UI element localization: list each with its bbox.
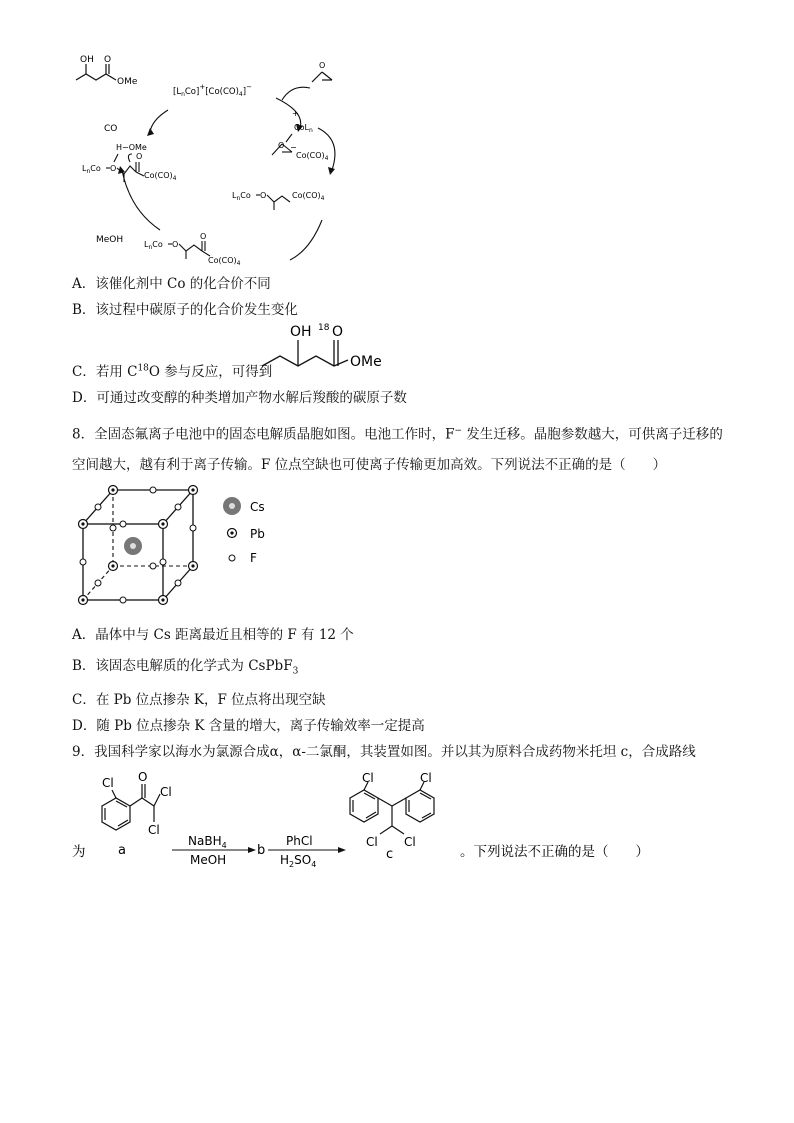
- catalytic-cycle-diagram: [60, 50, 360, 265]
- svg-text:OH: OH: [290, 324, 312, 340]
- svg-text:−: −: [290, 143, 297, 152]
- svg-text:Cl: Cl: [102, 776, 114, 790]
- svg-text:Cl: Cl: [362, 771, 374, 785]
- label-a: a: [118, 843, 126, 858]
- co-label: CO: [104, 124, 118, 134]
- svg-text:O: O: [138, 770, 148, 784]
- q7-option-d: D．可通过改变醇的种类增加产物水解后羧酸的碳原子数: [72, 390, 407, 406]
- int3-co: $Co(CO)_4$: [208, 256, 241, 265]
- svg-text:O: O: [319, 61, 326, 70]
- epoxide-structure: [312, 72, 332, 82]
- q9-wei: 为: [72, 844, 86, 860]
- svg-text:Cl: Cl: [148, 823, 160, 837]
- q7-option-b: B．该过程中碳原子的化合价发生变化: [72, 302, 298, 318]
- reagent-h2so4: $H_2SO_4$: [280, 853, 317, 869]
- int1-co: $Co(CO)_4$: [296, 151, 329, 162]
- int2-co: $Co(CO)_4$: [292, 191, 325, 202]
- int4-lnco: $L_nCo$: [82, 164, 101, 175]
- svg-text:+: +: [292, 109, 299, 118]
- catalyst-label: $[L_nCo]^+[Co(CO)_4]^-$: [173, 83, 252, 98]
- q8-option-c: C．在 Pb 位点掺杂 K，F 位点将出现空缺: [72, 692, 326, 708]
- product-oh: OH: [80, 55, 94, 65]
- q9-stem: 9．我国科学家以海水为氯源合成α，α-二氯酮，其装置如图。并以其为原料合成药物米托坦 c，合成路线: [72, 744, 696, 760]
- product-ome: OMe: [117, 77, 138, 87]
- product-o: O: [104, 55, 112, 65]
- product-structure: [76, 64, 116, 80]
- legend-f: F: [250, 551, 257, 565]
- int3-lnco: $L_nCo$: [144, 240, 163, 251]
- int1-col: CoL$_n$: [294, 123, 313, 134]
- q9-synthesis-route: [60, 770, 740, 870]
- q7-c-product-structure: [258, 320, 408, 376]
- crystal-cell-diagram: [70, 480, 290, 615]
- label-b: b: [257, 843, 266, 858]
- q8-option-a: A．晶体中与 Cs 距离最近且相等的 F 有 12 个: [72, 627, 354, 643]
- svg-text:O: O: [260, 191, 267, 200]
- svg-text:Cl: Cl: [160, 785, 172, 799]
- int2-lnco: $L_nCo$: [232, 191, 251, 202]
- label-c: c: [386, 847, 394, 862]
- svg-text:OMe: OMe: [350, 354, 382, 370]
- svg-text:Cl: Cl: [366, 835, 378, 849]
- reagent-nabh4: NaBH$_4$: [188, 834, 227, 850]
- svg-text:O: O: [332, 324, 344, 340]
- q7-option-a: A．该催化剂中 Co 的化合价不同: [72, 276, 271, 292]
- svg-text:O: O: [172, 240, 179, 249]
- svg-text:Cl: Cl: [420, 771, 432, 785]
- reagent-phcl: PhCl: [286, 834, 313, 848]
- q9-tail: 。下列说法不正确的是（ ）: [460, 844, 649, 860]
- q8-stem: 8．全固态氟离子电池中的固态电解质晶胞如图。电池工作时，F− 发生迁移。晶胞参数越大，可供离子迁移的空间越大，越有利于离子传输。F 位点空缺也可使离子传输更加高效。下列说法不正确的是（ ）: [72, 426, 723, 473]
- svg-text:O: O: [278, 141, 285, 150]
- svg-text:O: O: [200, 232, 207, 241]
- legend-cs: Cs: [250, 500, 265, 514]
- int4-co: $Co(CO)_4$: [144, 171, 177, 182]
- meoh-label: MeOH: [96, 235, 124, 245]
- reagent-meoh: MeOH: [190, 853, 227, 867]
- q7-option-c: C．若用 $C^{18}O$ 参与反应，可得到: [72, 363, 273, 380]
- legend-pb: Pb: [250, 527, 265, 541]
- svg-text:O: O: [136, 152, 143, 161]
- int4-home: H−OMe: [116, 143, 147, 152]
- svg-text:Cl: Cl: [404, 835, 416, 849]
- svg-text:18: 18: [318, 323, 330, 333]
- q8-option-b: B．该固态电解质的化学式为 CsPbF$_3$: [72, 658, 299, 677]
- svg-text:O: O: [110, 164, 117, 173]
- q8-option-d: D．随 Pb 位点掺杂 K 含量的增大，离子传输效率一定提高: [72, 718, 425, 734]
